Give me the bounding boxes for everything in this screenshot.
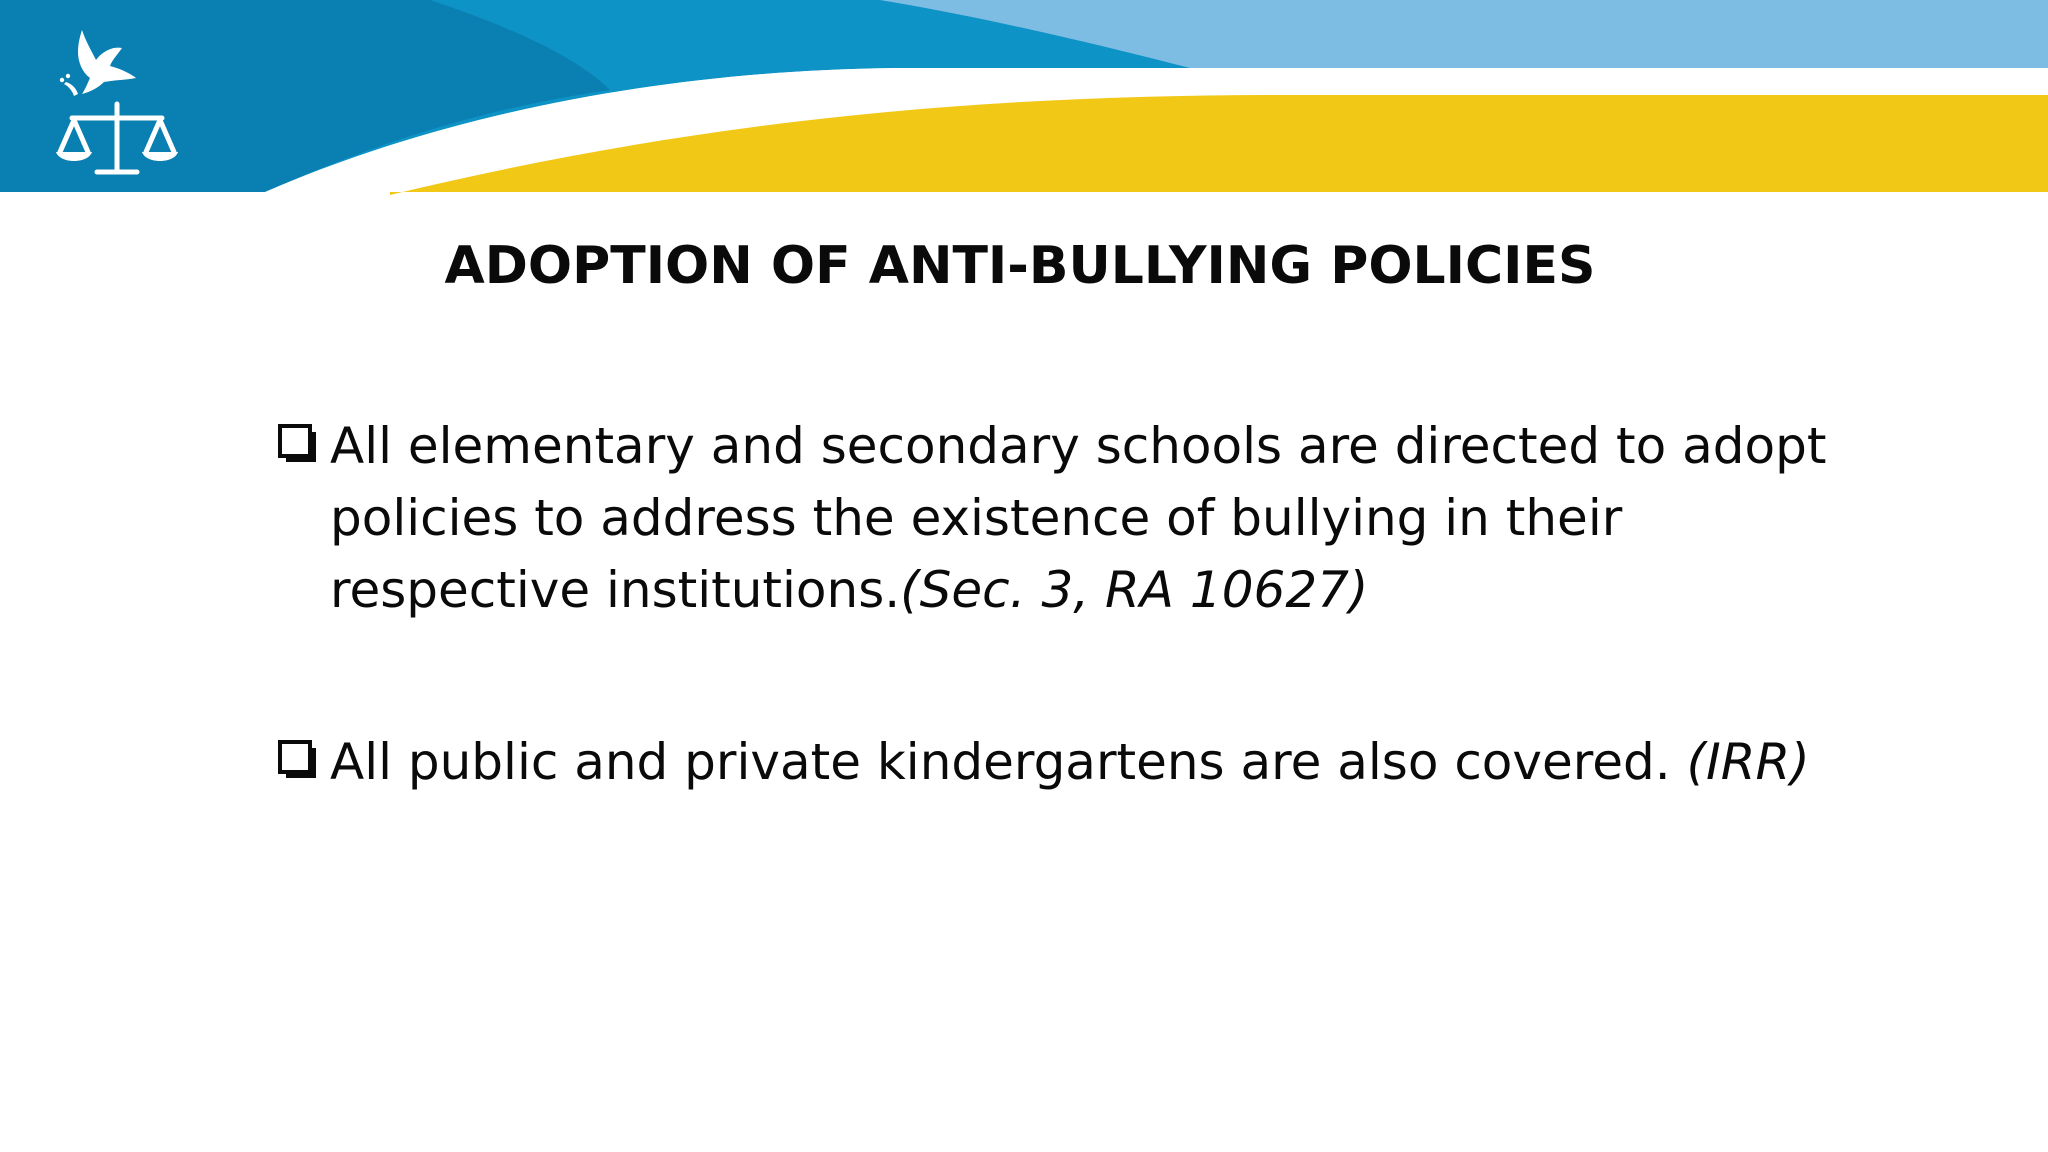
bullet-text: All elementary and secondary schools are directed to adopt policies to address the existence of bullying in their respective institutions. bbox=[330, 417, 1827, 619]
bullet-citation: (Sec. 3, RA 10627) bbox=[900, 561, 1369, 619]
bullet-item bbox=[272, 410, 1852, 626]
bullet-item bbox=[272, 726, 1852, 798]
slide-title bbox=[0, 236, 2048, 296]
dove-icon bbox=[60, 30, 136, 96]
bullet-citation: (IRR) bbox=[1686, 733, 1810, 791]
checkbox-bullet-icon bbox=[278, 424, 318, 464]
logo bbox=[52, 22, 182, 187]
bullet-list bbox=[272, 410, 1852, 798]
bullet-text: All public and private kindergartens are also covered. bbox=[330, 733, 1687, 791]
checkbox-bullet-icon bbox=[278, 740, 318, 780]
scales-of-justice-icon bbox=[60, 104, 174, 172]
header-banner bbox=[0, 0, 2048, 195]
slide-title-text: ADOPTION OF ANTI-BULLYING POLICIES bbox=[444, 236, 1596, 296]
